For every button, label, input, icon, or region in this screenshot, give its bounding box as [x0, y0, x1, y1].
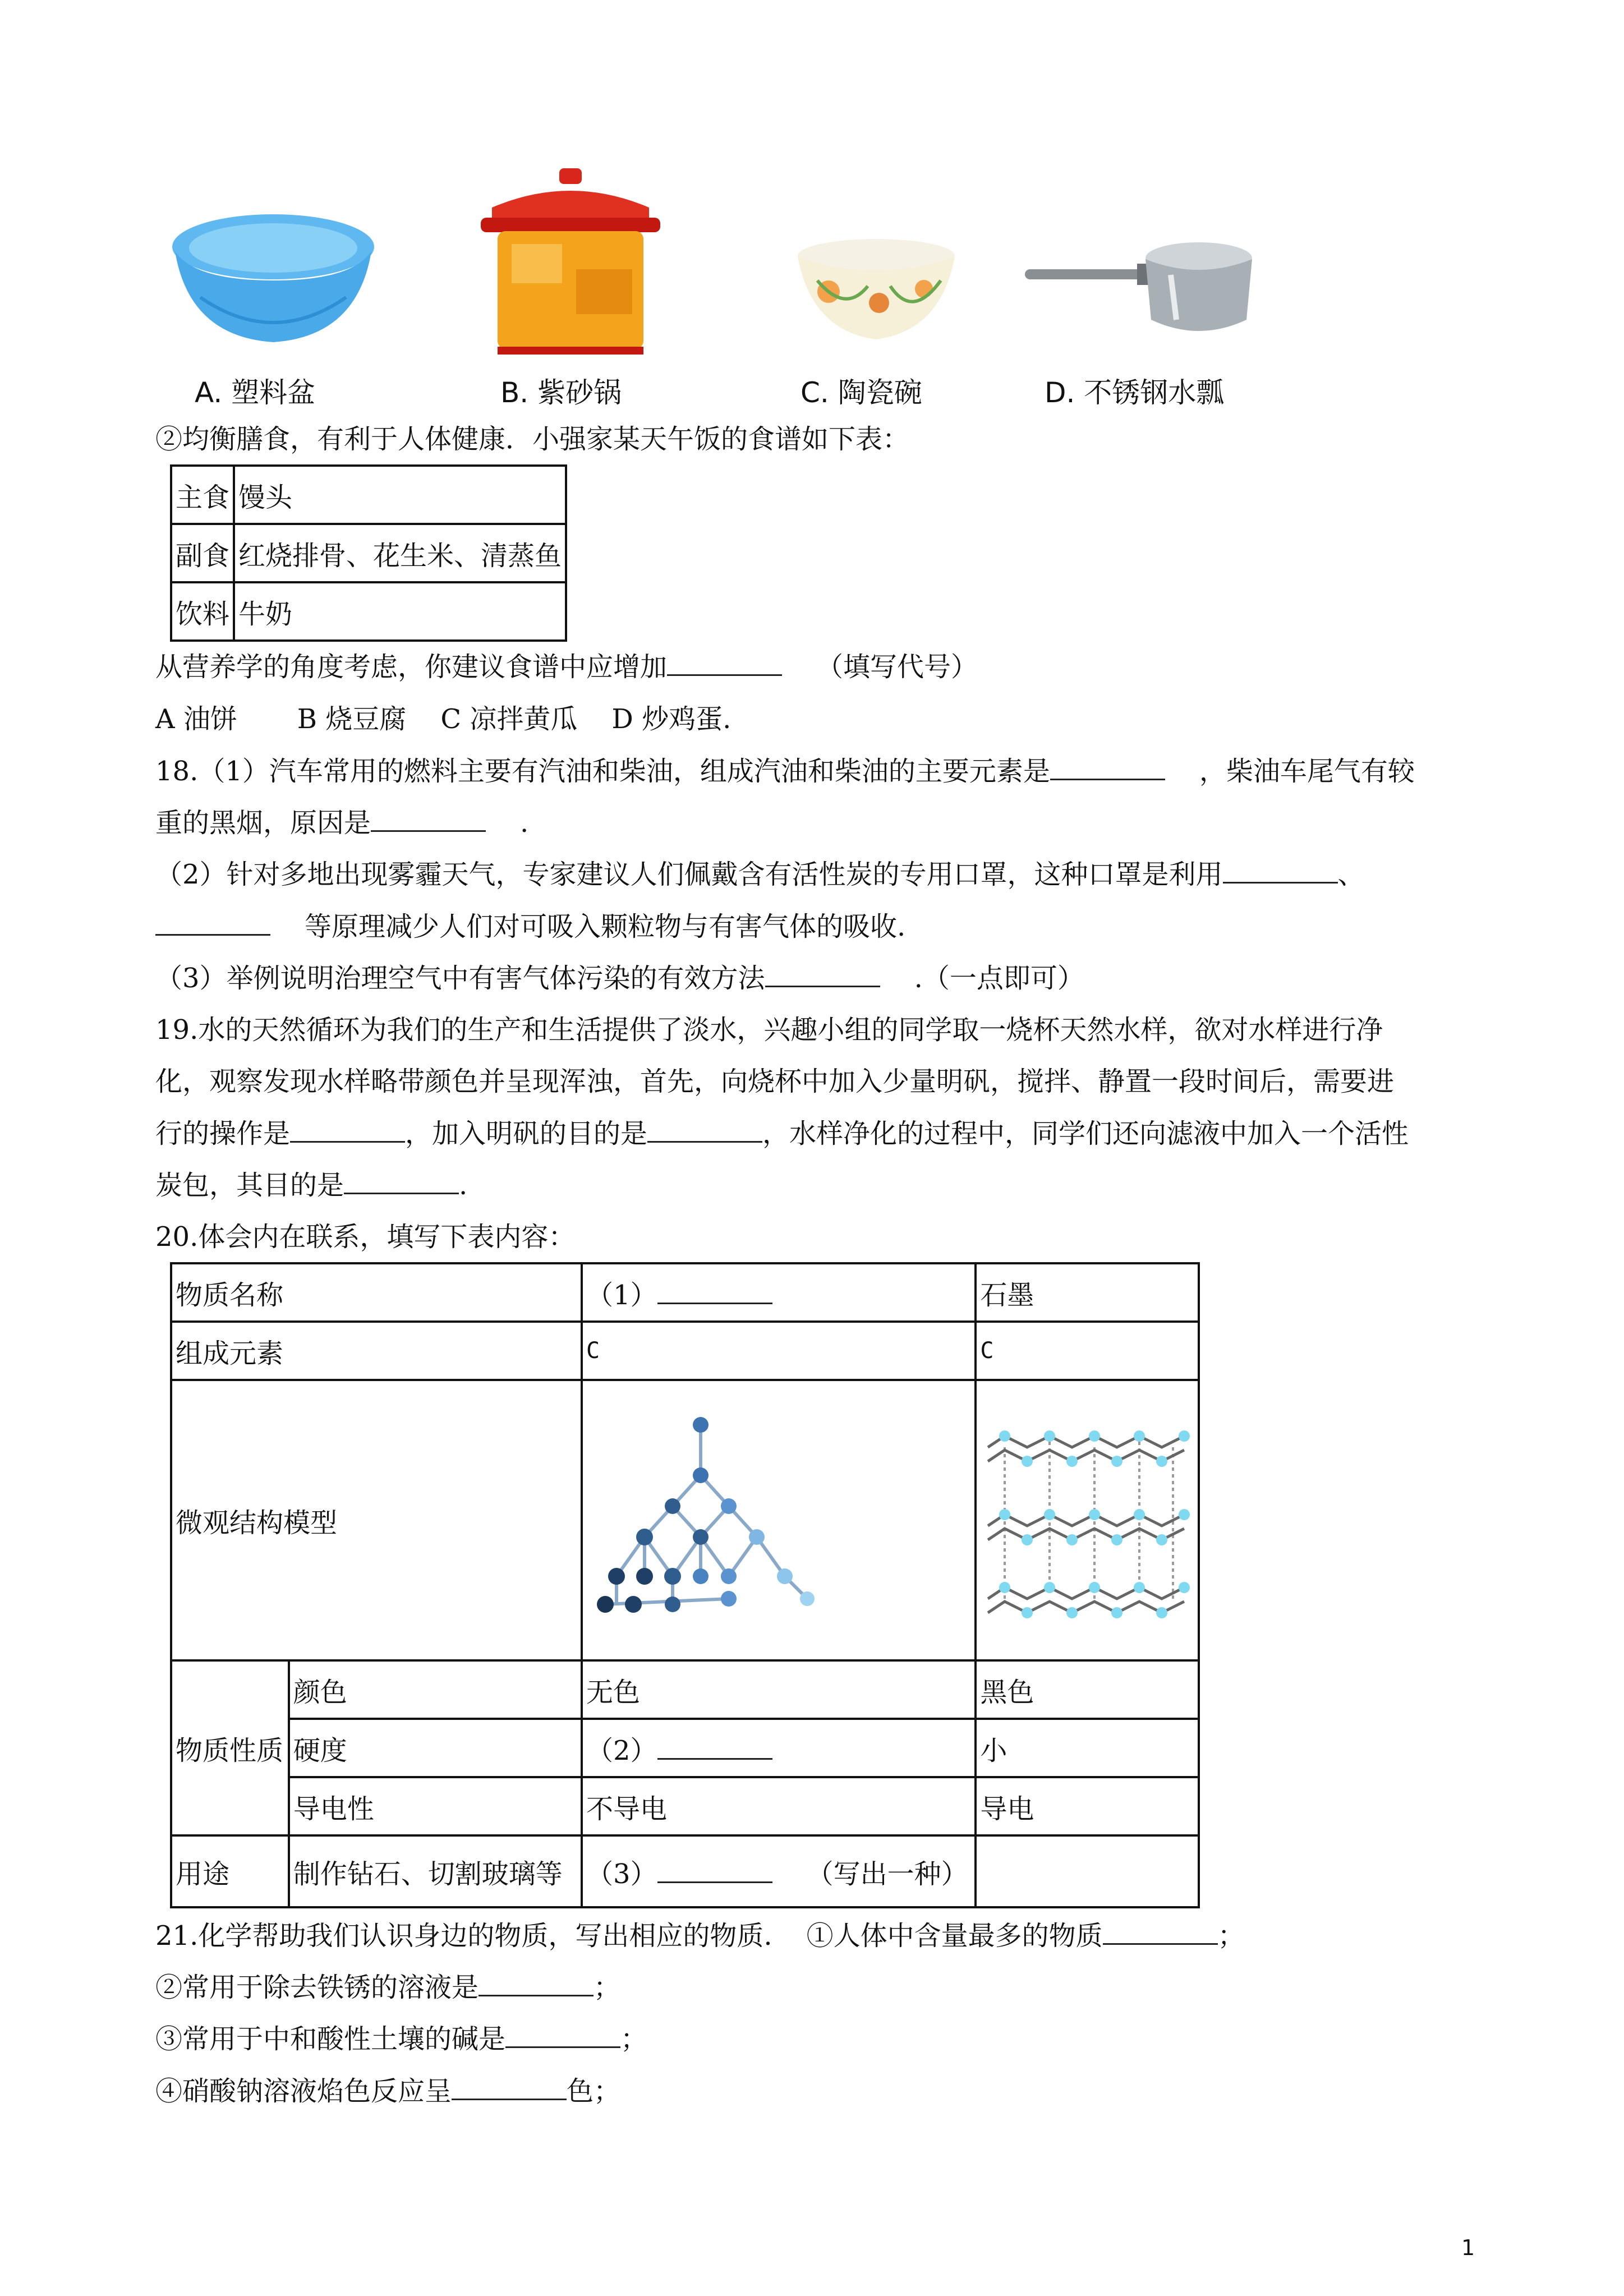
answer-blank	[1223, 862, 1338, 884]
menu-key: 副食	[171, 524, 234, 582]
q18-text: 18.（1）汽车常用的燃料主要有汽油和柴油，组成汽油和柴油的主要元素是	[155, 756, 1050, 787]
cell-color-1: 无色	[582, 1660, 976, 1719]
option-c: C 凉拌黄瓜	[440, 703, 578, 735]
ceramic-bowl-icon	[795, 236, 958, 348]
q17-ask-line	[155, 641, 978, 693]
cell-color-2: 黑色	[976, 1660, 1199, 1719]
answer-blank	[657, 1738, 772, 1760]
cell-hard-label: 硬度	[289, 1719, 582, 1777]
q21-text: ③常用于中和酸性土壤的碱是	[155, 2023, 506, 2055]
q21-text: 色；	[567, 2076, 621, 2107]
q18-text: .	[520, 807, 529, 839]
q18-text: （2）针对多地出现雾霾天气，专家建议人们佩戴含有活性炭的专用口罩，这种口罩是利用	[155, 859, 1223, 890]
q21-text: ②常用于除去铁锈的溶液是	[155, 1972, 479, 2003]
menu-value: 馒头	[234, 466, 566, 524]
q21-line-3	[155, 2013, 647, 2065]
cell-prop-label: 物质性质	[171, 1660, 289, 1835]
answer-blank	[765, 965, 880, 987]
cell-cond-label: 导电性	[289, 1777, 582, 1835]
q17-options	[155, 693, 731, 745]
cell-text: （写出一种）	[806, 1858, 968, 1890]
option-b: B 烧豆腐	[297, 703, 407, 735]
answer-blank	[657, 1282, 772, 1304]
cell-text: （3）	[586, 1858, 657, 1890]
cell-use-1	[582, 1835, 976, 1907]
q19-line-3	[155, 1108, 1409, 1159]
cell-model-2	[976, 1380, 1199, 1660]
image-caption-b: B. 紫砂锅	[500, 376, 622, 409]
answer-blank	[1103, 1923, 1218, 1945]
carbon-table	[170, 1262, 1200, 1908]
cell-use-label: 用途	[171, 1835, 289, 1907]
diamond-structure-icon	[594, 1408, 830, 1632]
q17-diet-intro: ②均衡膳食，有利于人体健康．小强家某天午饭的食谱如下表：	[155, 424, 910, 455]
q21-text: ；	[620, 2023, 648, 2055]
q18-text: 、	[1337, 859, 1365, 890]
q19-text: .	[459, 1170, 468, 1201]
cell-text: （2）	[586, 1734, 657, 1766]
q18-line-5	[155, 953, 1084, 1004]
cell-name-label: 物质名称	[171, 1263, 582, 1322]
image-caption-c: C. 陶瓷碗	[801, 376, 922, 409]
q21-text: ；	[1217, 1920, 1245, 1952]
menu-value: 红烧排骨、花生米、清蒸鱼	[234, 524, 566, 582]
q17-ask-tail: （填写代号）	[816, 651, 978, 683]
q21-text: 21.化学帮助我们认识身边的物质，写出相应的物质.	[155, 1920, 772, 1952]
menu-key: 主食	[171, 466, 234, 524]
image-caption-a: A. 塑料盆	[195, 376, 316, 409]
q21-line-4	[155, 2065, 620, 2117]
image-caption-d: D. 不锈钢水瓢	[1045, 376, 1225, 409]
answer-blank	[155, 914, 270, 936]
q21-text: ④硝酸钠溶液焰色反应呈	[155, 2076, 452, 2107]
clay-pot-icon	[481, 168, 660, 359]
q18-text: 重的黑烟，原因是	[155, 807, 371, 839]
cell-cond-1: 不导电	[582, 1777, 976, 1835]
cell-model-1	[582, 1380, 976, 1660]
q19-text: ，加入明矾的目的是	[405, 1118, 648, 1149]
q17-ask: 从营养学的角度考虑，你建议食谱中应增加	[155, 651, 668, 683]
q21-text: ①人体中含量最多的物质	[806, 1920, 1103, 1952]
q21-line-2	[155, 1962, 620, 2013]
cell-elem-2: C	[976, 1322, 1199, 1380]
cell-hard-2: 小	[976, 1719, 1199, 1777]
cell-use-2	[976, 1835, 1199, 1907]
menu-value: 牛奶	[234, 582, 566, 641]
q21-text: ；	[594, 1972, 621, 2003]
answer-blank	[344, 1172, 459, 1194]
answer-blank	[667, 654, 782, 676]
cell-elem-label: 组成元素	[171, 1322, 582, 1380]
answer-blank	[290, 1121, 405, 1143]
q18-line-3	[155, 849, 1365, 900]
image-row	[155, 163, 1277, 421]
q18-text: 等原理减少人们对可吸入颗粒物与有害气体的吸收.	[305, 911, 906, 942]
cell-elem-1: C	[582, 1322, 976, 1380]
q19-line-4	[155, 1159, 467, 1211]
answer-blank	[505, 2026, 620, 2048]
answer-blank	[1050, 758, 1165, 780]
cell-use-sub: 制作钻石、切割玻璃等	[289, 1835, 582, 1907]
q18-text: .（一点即可）	[914, 963, 1084, 994]
menu-table	[170, 464, 567, 642]
page-number: 1	[1461, 2235, 1475, 2260]
cell-text: （1）	[586, 1279, 657, 1311]
option-d: D 炒鸡蛋.	[611, 703, 732, 735]
q18-line-1	[155, 746, 1415, 797]
steel-ladle-icon	[1025, 236, 1260, 348]
cell-color-label: 颜色	[289, 1660, 582, 1719]
option-a: A 油饼	[155, 703, 237, 735]
q18-line-4	[155, 901, 905, 953]
q18-text: （3）举例说明治理空气中有害气体污染的有效方法	[155, 963, 765, 994]
answer-blank	[657, 1861, 772, 1883]
q19-text: 行的操作是	[155, 1118, 291, 1149]
q19-text: 炭包，其目的是	[155, 1170, 344, 1201]
cell-name-1	[582, 1263, 976, 1322]
graphite-structure-icon	[982, 1408, 1195, 1632]
answer-blank	[479, 1975, 594, 1996]
cell-cond-2: 导电	[976, 1777, 1199, 1835]
q19-text: ，水样净化的过程中，同学们还向滤液中加入一个活性	[762, 1118, 1409, 1149]
q19-line-2: 化，观察发现水样略带颜色并呈现浑浊，首先，向烧杯中加入少量明矾，搅拌、静置一段时间后，需要进	[155, 1066, 1395, 1097]
answer-blank	[371, 810, 486, 832]
menu-key: 饮料	[171, 582, 234, 641]
q18-text: ，柴油车尾气有较	[1199, 756, 1415, 787]
answer-blank	[452, 2078, 567, 2100]
q20-intro: 20.体会内在联系，填写下表内容：	[155, 1221, 576, 1253]
cell-name-2: 石墨	[976, 1263, 1199, 1322]
q19-line-1: 19.水的天然循环为我们的生产和生活提供了淡水，兴趣小组的同学取一烧杯天然水样，欲对水样进行净	[155, 1014, 1383, 1046]
q18-line-2	[155, 797, 528, 849]
cell-model-label: 微观结构模型	[171, 1380, 582, 1660]
q21-line-1	[155, 1910, 1245, 1962]
plastic-basin-icon	[167, 208, 380, 353]
answer-blank	[647, 1121, 762, 1143]
cell-hard-1	[582, 1719, 976, 1777]
